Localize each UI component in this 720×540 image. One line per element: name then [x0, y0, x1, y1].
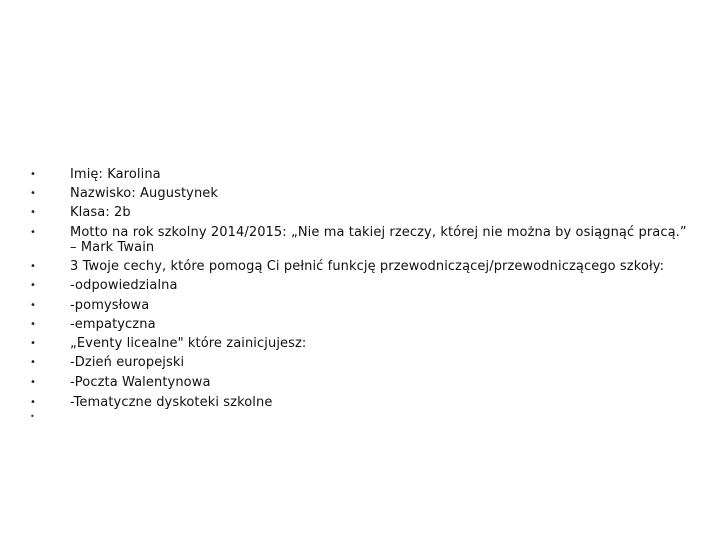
list-item-text: 3 Twoje cechy, które pomogą Ci pełnić funkcję przewodniczącej/przewodniczącego szkoły:: [70, 259, 665, 274]
bullet-icon: •: [30, 319, 36, 330]
list-item-text: Imię: Karolina: [70, 167, 161, 182]
list-item-text: -empatyczna: [70, 317, 156, 332]
bullet-icon: •: [30, 188, 36, 199]
bullet-icon: •: [30, 357, 36, 368]
bullet-icon: •: [30, 227, 36, 238]
list-item-text: „Eventy licealne" które zainicjujesz:: [70, 336, 307, 351]
bullet-icon: •: [30, 397, 36, 408]
list-item-text: Klasa: 2b: [70, 205, 131, 220]
bullet-icon: •: [30, 169, 36, 180]
bullet-icon: •: [30, 338, 36, 349]
bullet-icon: •: [30, 280, 36, 291]
bullet-icon: •: [30, 207, 36, 218]
motto-text: Motto na rok szkolny 2014/2015: „Nie ma takiej rzeczy, której nie można by osiągnąć pracą.”: [70, 225, 687, 240]
motto-author: – Mark Twain: [70, 240, 155, 255]
bullet-icon: •: [30, 261, 36, 272]
list-item-text: -Tematyczne dyskoteki szkolne: [70, 395, 273, 410]
bullet-icon: •: [30, 300, 36, 311]
list-item-text: -odpowiedzialna: [70, 278, 178, 293]
bullet-icon: •: [30, 377, 36, 388]
list-item-text: -pomysłowa: [70, 298, 150, 313]
list-item-text: -Dzień europejski: [70, 355, 185, 370]
list-item-text: [70, 225, 687, 255]
empty-bullet-icon: •: [30, 412, 35, 421]
list-item-text: -Poczta Walentynowa: [70, 375, 211, 390]
list-item-text: Nazwisko: Augustynek: [70, 186, 219, 201]
